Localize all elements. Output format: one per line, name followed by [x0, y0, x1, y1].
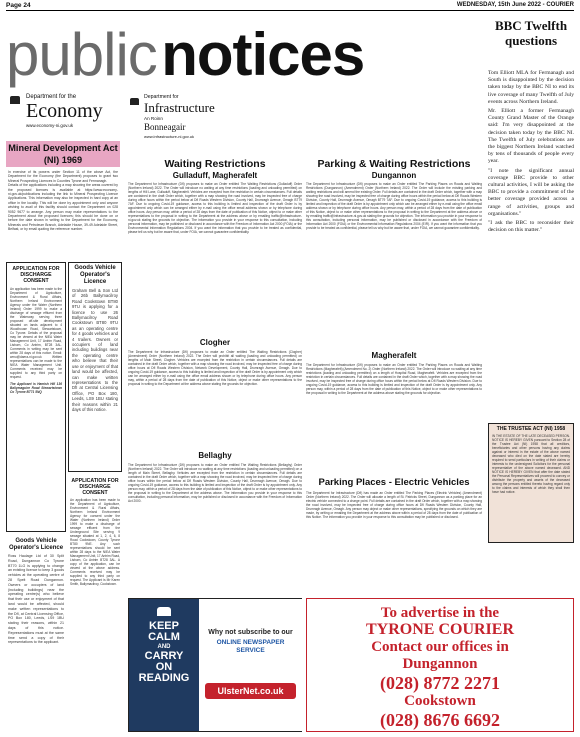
reading-word: READING — [138, 672, 190, 684]
economy-url: www.economy-ni.gov.uk — [26, 123, 74, 128]
masthead-light: public — [6, 21, 157, 88]
tyrone-courier-ad[interactable] — [306, 598, 574, 732]
ad-line-2: TYRONE COURIER — [365, 621, 514, 638]
mineral-body: In exercise of its powers under Section 11 of the above Act, the Department for the Economy (the Department) proposes to grant two Mineral Prospecting Licences in Counties Tyrone and Fermanagh. Details of the applications including a map showing the areas covered by the proposed licences is available at https://www.economy-ni.gov.uk/publications including the link to Mineral Prospecting Licence Applications. This information may also be inspected in hard copy at an office in the locality. This will be done by appointment only and anyone wishing to avail of this facility should contact the Department on 028 9052 9677 to arrange. Any person may make representations to the Department about the proposed licences; this should be done on or before the date shown in writing to the Department for the Economy, Minerals and Petroleum Branch, Adelaide House, 39-49 Adelaide Street, Belfast, or by email quoting the reference number. — [8, 170, 118, 232]
bbc-title: BBC Twelfth questions — [494, 18, 568, 48]
ulster-site[interactable]: UlsterNet.co.uk — [205, 683, 296, 699]
bbc-body: Tom Elliott MLA for Fermanagh and South is disappointed by the decision taken today by the BBC NI to end its live coverage of many Twelfth of July events across Northern Ireland. Mr. Elliott a former Fermanagh County Grand Master of the Orange said: I'm very disappointed at the decision taken today by the BBC NI. The Twelfth of July celebrations are the biggest Northern Ireland watched by tens of thousands of people every year. "I note the significant annual coverage BBC provide to other cultural activities, I will be asking the BBC to provide a commitment of the better coverage provided across a range of activities, groups and organisations." "I ask the BBC to reconsider their decision on this matter." — [488, 70, 574, 234]
ad-phone-1[interactable]: (028) 8772 2271 — [380, 673, 500, 693]
ad-line-3: Contact our offices in — [371, 639, 509, 655]
electric-body: The Department for Infrastructure (DfI) has made an Order entitled The Parking Places (Electric Vehicles) (Amendment) Order (Northern Ireland) 2022. The Order will allocate a length of St. Patricks Street, Dungannon as a parking place for an electric vehicle connected to a charge point. Full details are contained in the draft Order which, together with a map showing the road involved, may be inspected free of charge during office hours at DfI Roads Western Division, County Hall, Drumragh Avenue, Omagh. Any person may object or make other representations, specifying the grounds on which they are made, by writing or emailing the Department at the address above within a period of 28 days from the date of publication of this Notice. The information you provide in your response to this consultation may be published or disclosed. — [306, 491, 482, 519]
infra-irish-2: Bonneagair — [144, 122, 186, 132]
discharge-1-applicant: The Applicant is Hamish Hill 136 Ballymaguire Road Stewartstown Co Tyrone BT71 5NQ — [10, 382, 62, 394]
keep-calm-crown-icon — [157, 607, 171, 616]
discharge-2-title: APPLICATION FOR DISCHARGE CONSENT — [71, 478, 119, 496]
ad-line-4: Dungannon — [402, 656, 478, 672]
discharge-consent-1: APPLICATION FOR DISCHARGE CONSENT An application has been made to the Department of Agriculture, Environment & Rural Affairs, Northern Ireland Environment Agency under the Water (Northern Ireland) Order 1999 to make a discharge of sewage effluent from the Waterway serving three proposed off-site development situated on lands adjacent to 4 Woodhouse Road, Stewartstown, Co Tyrone. Details of the proposal may be viewed at the NIEA Water Management Unit, 17 Antrim Road, Lisburn, Co Antrim, BT28 3AL. Comments in writing may be sent within 28 days of this notice. Email: wmu@daera-ni.gov.uk Written representations can be made to the NIEA Water Management Unit. Comments received may be supplied to any third party on request. The Applicant is Hamish Hill 136 Ballymaguire Road Stewartstown Co Tyrone BT71 5NQ — [6, 262, 66, 532]
goods-vehicle-left: Goods Vehicle Operator's Licence Ross Haulage Ltd of 30 Split Road, Dungannon Co Tyrone BT70 1LG is applying to change an existing licence to keep 3 goods vehicles at the operating centre of 28 Spelt Road Dungannon. Owners or occupiers of land (including buildings) near the operating centre(s) who believe that their use or enjoyment of that land would be affected, should make written representations to the DfI, at Central Licensing Office, PO Box 180, Leeds, LS9 1BU stating their reasons, within 21 days of this notice. Representations must at the same time send a copy of their representations to the applicant. — [8, 538, 64, 645]
carry-word: CARRY — [144, 650, 184, 662]
waiting-area-2: Clogher — [199, 338, 231, 347]
parking-area-2: Magherafelt — [371, 351, 417, 360]
trustee-title: THE TRUSTEE ACT (NI) 1958 — [496, 426, 566, 432]
waiting-area-1: Gulladuff, Magherafelt — [172, 171, 258, 180]
infra-irish: An Roinn — [144, 116, 163, 121]
crown-icon — [10, 96, 20, 104]
issue-date: WEDNESDAY, 15th June 2022 - COURIER — [456, 2, 574, 8]
mineral-banner: Mineral Development Act (NI) 1969 — [6, 141, 120, 167]
parking-body-2: The Department for Infrastructure (DfI) proposes to make an Order entitled The Parking Places on Roads and Waiting Restrictions (Magherafelt) (Amendment No. 2) Order (Northern Ireland) 2022. The Order will introduce no waiting at any time restrictions (loading and unloading permitted) on a length of Hospital Road, Magherafelt. Vehicles are excepted from the restriction in certain circumstances. Full details are contained in the draft Order which, together with a map showing the road involved, may be inspected free of charge during office hours within the period below at DfI Roads Western Division. Due to ongoing Covid-19 guidance, access to this building is limited and inspection of the draft Order is by appointment only. Any person may, within a period of 28 days from the date of publication of this Notice, object to or make other representations to the proposal in writing to the Department at the address above stating the grounds for objection. — [306, 363, 482, 395]
economy-logo — [8, 90, 120, 138]
on-word: ON — [155, 661, 173, 673]
and-word: AND — [157, 644, 171, 650]
infra-dept-of: Department for — [144, 94, 179, 100]
keep-word: KEEP — [149, 620, 179, 632]
page-number: Page 24 — [6, 2, 31, 9]
crown-icon — [130, 98, 139, 105]
infra-url: www.infrastructure-ni.gov.uk — [144, 134, 194, 139]
discharge-1-title: APPLICATION FOR DISCHARGE CONSENT — [12, 266, 60, 284]
infra-logo — [128, 88, 238, 144]
masthead-bold: notices — [161, 21, 365, 88]
ad-line-5: Cookstown — [404, 693, 476, 709]
header-rule — [6, 10, 574, 11]
trustee-body: IN THE ESTATE OF THE LATE DECEASED PERSON. NOTICE IS HEREBY GIVEN pursuant to Section 28 of the Trustee Act (NI) 1958 that all creditors, beneficiaries and other persons having any claims against or interest in the estate of the above named deceased who died on the date stated are hereby required to send particulars in writing of their claims or interests to the undersigned Solicitors for the personal representative of the above named deceased. AND NOTICE IS HEREBY GIVEN that after the date stated the Personal Representatives will proceed to convey or distribute the property and assets of the deceased among the persons entitled thereto having regard only to the claims and interests of which they shall then have had notice. — [492, 434, 570, 494]
calm-word: CALM — [148, 631, 180, 643]
masthead — [6, 20, 365, 88]
waiting-body-1: The Department for Infrastructure (DfI) proposes to make an Order entitled The Waiting Restrictions (Gulladuff) Order (Northern Ireland) 2022. The Order will introduce no waiting at any time restrictions (loading and unloading permitted) on lengths of Hill Lane, Gulladuff, Magherafelt. Vehicles are excepted from the restriction in certain circumstances. Full details are contained in the draft Order which, together with a map showing the road involved, may be inspected free of charge during office hours within the period below at DfI Roads Western Division, County Hall, Drumragh Avenue, Omagh BT79 7AF. Due to ongoing Covid-19 guidance, access to this building is limited and inspection of the draft Order is by appointment only which can be arranged either by e-mail using the office email address shown or by telephone during office hours. Any person may, within a period of 28 days from the date of publication of this Notice, object to or make other representations to the proposal in writing to the Department at the address above or by emailing traffic@infrastructure-ni.gov.uk stating the grounds for objection. The information you provide in your response to this consultation, including personal information, may be published or disclosed in accordance with the Freedom of Information Act 2000 (FOIA) or the Environmental Information Regulations 2004. If you want the information that you provide to be treated as confidential, please tell us why but be aware that, under FOIA, we cannot guarantee confidentiality. — [128, 182, 302, 234]
parking-title: Parking & Waiting Restrictions — [317, 158, 471, 170]
ad-phone-2[interactable]: (028) 8676 6692 — [380, 710, 500, 730]
ulster-line-1: Why not subscribe to our — [208, 629, 293, 636]
waiting-title: Waiting Restrictions — [164, 158, 266, 170]
trustee-notice — [488, 423, 574, 543]
ulsternet-ad[interactable] — [128, 598, 302, 732]
ad-line-1: To advertise in the — [380, 605, 500, 621]
ulster-line-2: ONLINE NEWSPAPER SERVICE — [216, 639, 285, 654]
electric-title: Parking Places - Electric Vehicles — [318, 477, 470, 488]
economy-name: Economy — [26, 100, 103, 122]
goods-1-title: Goods Vehicle Operator's Licence — [74, 265, 116, 285]
infra-name: Infrastructure — [144, 100, 215, 115]
economy-dept-of: Department for the — [26, 94, 77, 100]
goods-left-title: Goods Vehicle Operator's Licence — [8, 538, 64, 551]
waiting-area-3: Bellaghy — [198, 451, 232, 460]
parking-body-1: The Department for Infrastructure (DfI) proposes to make an Order entitled The Parking Places on Roads and Waiting Restrictions (Dungannon) (Amendment) Order (Northern Ireland) 2022. The Order will include the existing parking and waiting restrictions and will amend the existing Order. Full details are contained in the draft Order which, together with a map showing the road involved, may be inspected free of charge during office hours within the period below at DfI Roads Western Division, County Hall, Drumragh Avenue, Omagh BT79 7AF. Due to ongoing Covid-19 guidance, access to this building is limited and inspection of the draft Order is by appointment only which can be arranged either by e-mail using the office email address shown or by telephone during office hours. Any person may, within a period of 28 days from the date of publication of this Notice, object to or make other representations to the proposal in writing to the Department at the address above or by emailing traffic@infrastructure-ni.gov.uk stating the grounds for objection. The information you provide in your response to this consultation, including personal information, may be published or disclosed in accordance with the Freedom of Information Act 2000 (FOIA) or the Environmental Information Regulations 2004 (EIR). If you want the information that you provide to be treated as confidential, please tell us why but be aware that, under FOIA, we cannot guarantee confidentiality. — [306, 182, 482, 230]
goods-vehicle-1: Goods Vehicle Operator's Licence Graham Bell & Son Ltd of 26b Ballymacilroy Road Cookstown BT80 9TU is applying for a licence to use 26 Ballymacilroy Road Cookstown BT80 9TU as an operating centre for 4 goods vehicles and 4 trailers. Owners or occupiers of land including buildings near the operating centre who believe that their use or enjoyment of that land would be affected, can make written representations to the DfI at Central Licensing Office, PO Box 180, Leeds, LS9 1BU stating their reasons within 21 days of this notice. — [68, 262, 122, 472]
parking-area-1: Dungannon — [371, 171, 417, 180]
waiting-body-2: The Department for Infrastructure (DfI) proposes to make an Order entitled The Waiting Restrictions (Clogher) (Amendment) Order (Northern Ireland) 2022. The Order will prohibit all waiting (loading and unloading permitted) on lengths of Main Street, Clogher. Vehicles are excepted from the restriction in certain circumstances. Full details are contained in the draft Order which, together with a map showing the road involved, may be inspected free of charge during office hours at DfI Roads Western Division, Network Development, County Hall, Drumragh Avenue, Omagh. Due to ongoing Covid-19 guidance, access to this building is limited and inspection of the draft Order is by appointment only which can be arranged either by e-mail using the office email address shown or by telephone during office hours. Any person may, within a period of 28 days from the date of publication of this Notice, object or make other representations to the proposal in writing to the Department at the address above stating the grounds for objection. — [128, 350, 302, 386]
discharge-consent-2: APPLICATION FOR DISCHARGE CONSENT An application has been made to the Department of Agriculture, Environment & Rural Affairs, Northern Ireland Environment Agency for consent under the Water (Northern Ireland) Order 1999 to make a discharge of sewage effluent from the Underground Site serving 9 sewage situated at 1, 2, 4, 6, 8 Road Cookstown, County Tyrone BT80 9NE. Any such representations should be sent within 28 days to the NIEA Water Management Unit, 17 Antrim Road, Lisburn, Co Antrim BT28 3AL. A copy of the application, can be viewed at the above address. Comments received may be supplied to any third party on request. The Applicant is Mr Karen Smith, Ballymacilroy, Cookstown. — [70, 478, 120, 586]
waiting-body-3: The Department for Infrastructure (DfI) proposes to make an Order entitled The Waiting Restrictions (Bellaghy) Order (Northern Ireland) 2022. The Order will introduce no waiting at any time restrictions (loading and unloading permitted) on a length of Main Street, Bellaghy. Vehicles are excepted from the restriction in certain circumstances. Full details are contained in the draft Order which, together with a map showing the road involved, may be inspected free of charge during office hours within the period below at DfI Roads Western Division, County Hall, Drumragh Avenue, Omagh. Due to ongoing Covid-19 guidance, access to this building is limited and inspection of the draft Order is by appointment only. Any person may, within a period of 28 days from the date of publication of this Notice, object to or make other representations to the proposal in writing to the Department at the address above. The information you provide in your response to this consultation, including personal information, may be published or disclosed in accordance with the Freedom of Information Act 2000. — [128, 463, 302, 503]
